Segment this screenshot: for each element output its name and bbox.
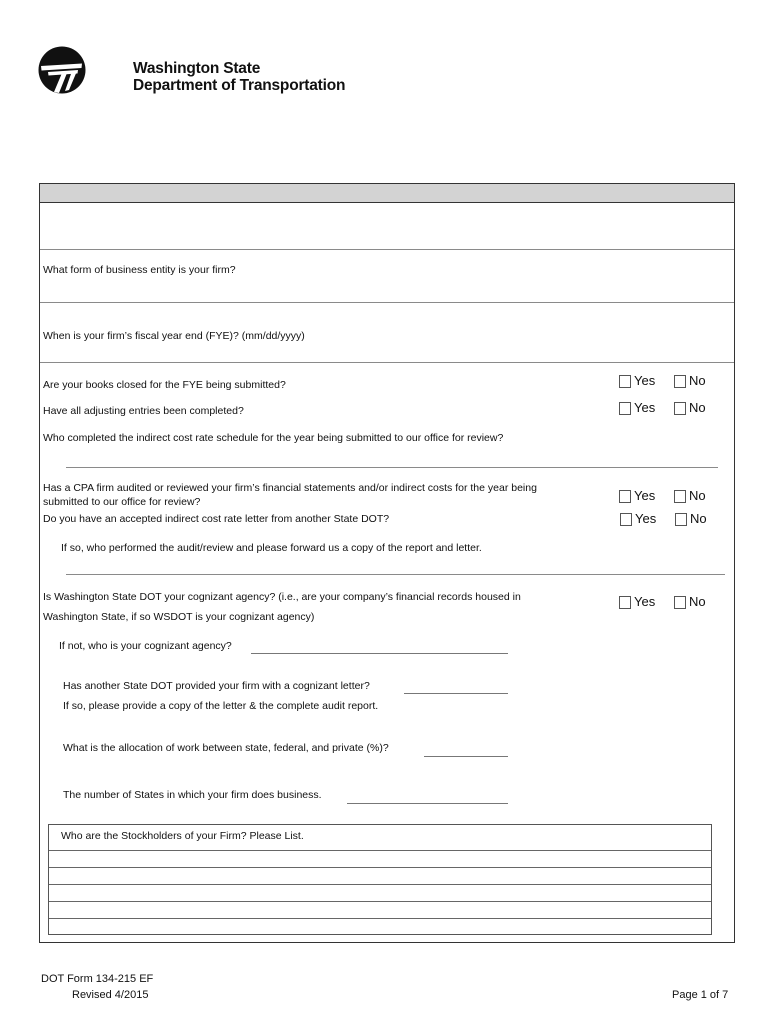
cpa-audit-yes-checkbox[interactable] (619, 490, 631, 503)
question-number-states: The number of States in which your firm does business. (63, 789, 322, 801)
other-state-letter-input[interactable] (404, 693, 508, 694)
allocation-input[interactable] (424, 756, 508, 757)
question-cognizant-line1: Is Washington State DOT your cognizant agency? (i.e., are your company’s financial records housed in (43, 591, 521, 603)
question-cognizant-line2: Washington State, if so WSDOT is your cognizant agency) (43, 611, 315, 623)
yes-label: Yes (634, 400, 656, 415)
question-other-state-letter: Has another State DOT provided your firm with a cognizant letter? (63, 680, 370, 692)
no-label: No (689, 400, 706, 415)
yes-label: Yes (634, 594, 656, 609)
cognizant-agency-input[interactable] (251, 653, 508, 654)
org-name-line2: Department of Transportation (133, 77, 346, 94)
form-header-bar (40, 184, 734, 203)
org-name-line1: Washington State (133, 60, 261, 77)
divider (40, 302, 734, 303)
books-closed-yes-checkbox[interactable] (619, 375, 631, 388)
question-business-entity: What form of business entity is your firm? (43, 264, 236, 276)
yes-label: Yes (635, 511, 657, 526)
divider (40, 249, 734, 250)
yes-label: Yes (634, 373, 656, 388)
yes-label: Yes (634, 488, 656, 503)
question-if-so-letter: If so, please provide a copy of the letter & the complete audit report. (63, 700, 379, 712)
accepted-letter-yes-checkbox[interactable] (620, 513, 632, 526)
stockholder-row[interactable] (49, 901, 711, 902)
stockholder-row[interactable] (49, 884, 711, 885)
question-if-so-audit: If so, who performed the audit/review and please forward us a copy of the report and letter. (61, 542, 482, 554)
answer-line-who-completed[interactable] (66, 467, 718, 468)
stockholder-row[interactable] (49, 850, 711, 851)
answer-line-audit-performer[interactable] (66, 574, 725, 575)
question-accepted-letter: Do you have an accepted indirect cost rate letter from another State DOT? (43, 513, 390, 525)
cpa-audit-no-checkbox[interactable] (674, 490, 686, 503)
no-label: No (689, 594, 706, 609)
no-label: No (689, 373, 706, 388)
books-closed-no-checkbox[interactable] (674, 375, 686, 388)
accepted-letter-no-checkbox[interactable] (675, 513, 687, 526)
form-number: DOT Form 134-215 EF (41, 973, 154, 985)
adjusting-entries-no-checkbox[interactable] (674, 402, 686, 415)
question-stockholders: Who are the Stockholders of your Firm? Please List. (61, 830, 304, 842)
question-if-not-cognizant: If not, who is your cognizant agency? (59, 640, 232, 652)
wsdot-logo-icon (38, 46, 86, 94)
question-who-completed: Who completed the indirect cost rate schedule for the year being submitted to our office for review? (43, 432, 504, 444)
adjusting-entries-yes-checkbox[interactable] (619, 402, 631, 415)
cognizant-agency-yes-checkbox[interactable] (619, 596, 631, 609)
divider (40, 362, 734, 363)
stockholder-row[interactable] (49, 918, 711, 919)
stockholder-row[interactable] (49, 867, 711, 868)
question-fiscal-year-end: When is your firm’s fiscal year end (FYE)? (mm/dd/yyyy) (43, 330, 305, 342)
no-label: No (690, 511, 707, 526)
revised-date: Revised 4/2015 (72, 989, 149, 1001)
question-adjusting-entries: Have all adjusting entries been completed? (43, 405, 244, 417)
question-books-closed: Are your books closed for the FYE being submitted? (43, 379, 286, 391)
question-cpa-line2: submitted to our office for review? (43, 496, 201, 508)
wsdot-logo (38, 46, 346, 98)
question-allocation: What is the allocation of work between state, federal, and private (%)? (63, 742, 389, 754)
question-cpa-line1: Has a CPA firm audited or reviewed your firm’s financial statements and/or indirect costs for the year being (43, 482, 537, 494)
number-states-input[interactable] (347, 803, 508, 804)
no-label: No (689, 488, 706, 503)
page-number: Page 1 of 7 (672, 989, 729, 1001)
cognizant-agency-no-checkbox[interactable] (674, 596, 686, 609)
